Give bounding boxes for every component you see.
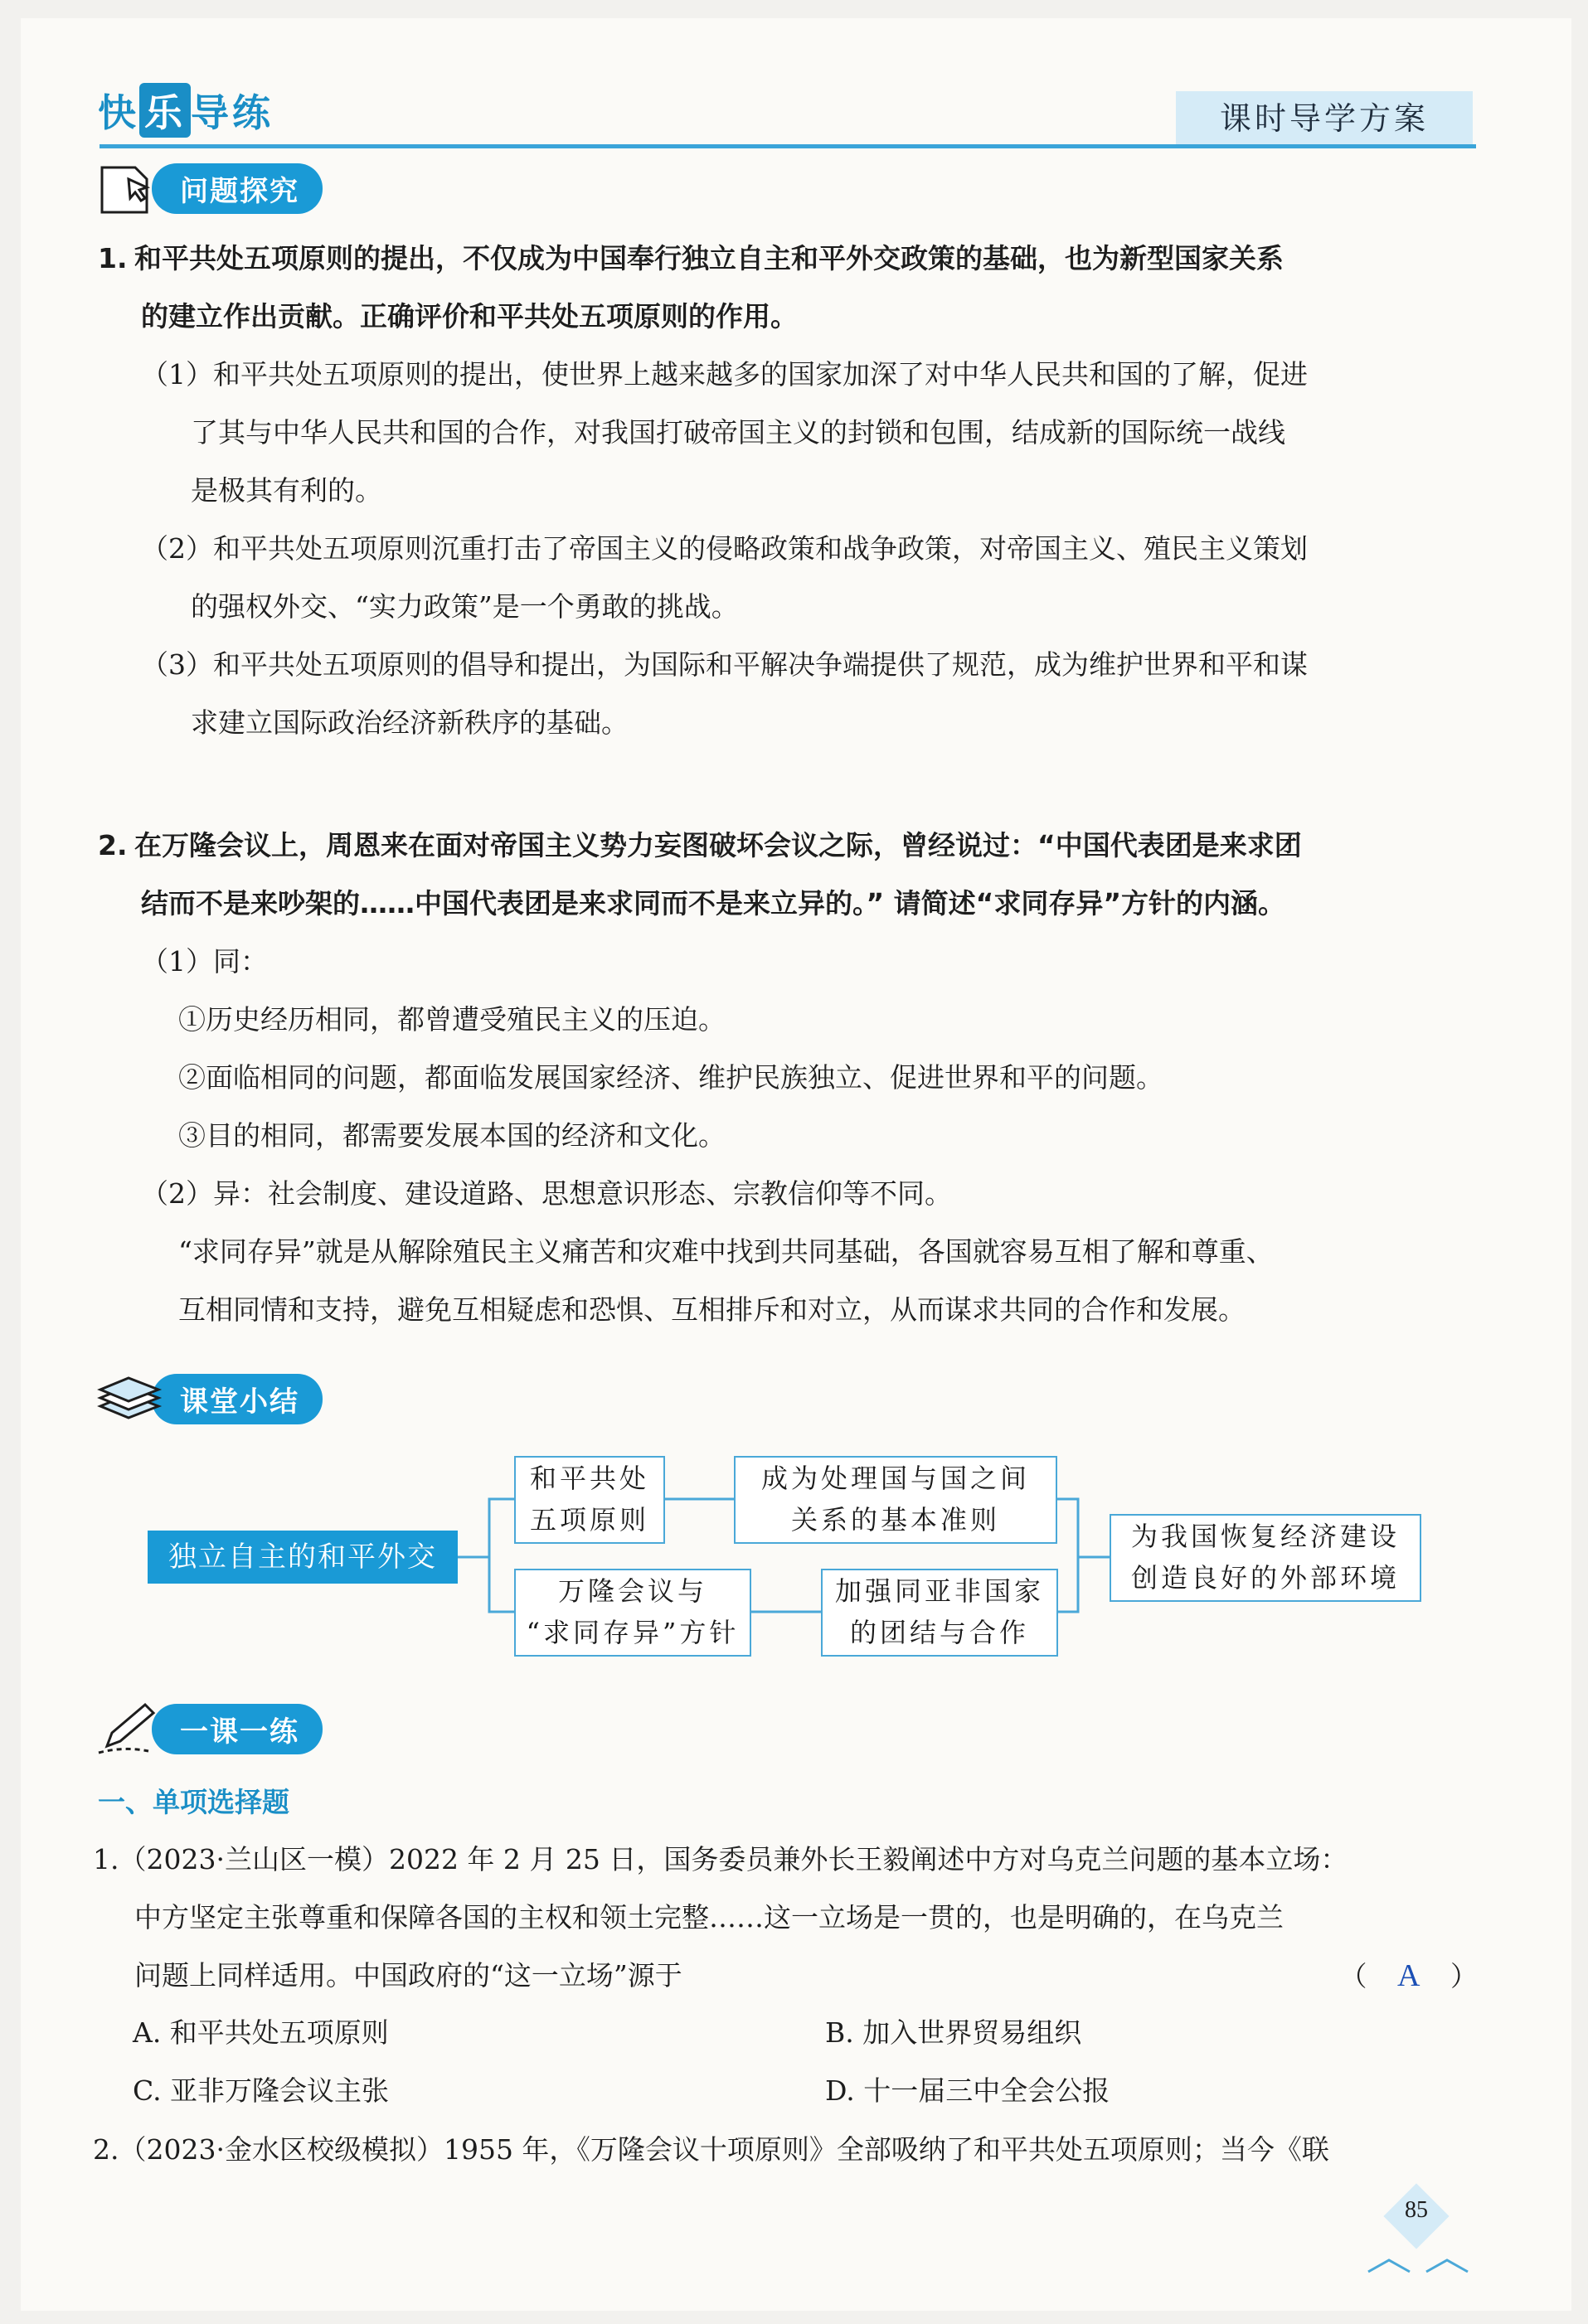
concept-node-environment <box>1110 1514 1421 1602</box>
pencil-icon <box>95 1700 163 1758</box>
section-banner-practice <box>95 1700 323 1758</box>
concept-node-basic-norms <box>734 1456 1057 1544</box>
part-label: 一、单项选择题 <box>98 1786 289 1818</box>
answer-line: （1）同： <box>141 945 268 978</box>
answer-line: 求建立国际政治经济新秩序的基础。 <box>191 706 629 739</box>
concept-node-five-principles <box>514 1456 665 1544</box>
answer-line: ③目的相同，都需要发展本国的经济和文化。 <box>178 1119 726 1152</box>
node-text: “求同存异”方针 <box>526 1617 740 1648</box>
option-a: A. 和平共处五项原则 <box>133 2016 389 2049</box>
concept-map-root: 独立自主的和平外交 <box>148 1531 458 1584</box>
option-d: D. 十一届三中全会公报 <box>825 2074 1110 2107</box>
option-c: C. 亚非万隆会议主张 <box>133 2074 390 2107</box>
answer-line: （3）和平共处五项原则的倡导和提出，为国际和平解决争端提供了规范，成为维护世界和平和谋 <box>141 648 1308 681</box>
question-text: 和平共处五项原则的提出，不仅成为中国奉行独立自主和平外交政策的基础，也为新型国家关系 <box>134 242 1284 274</box>
node-text: 关系的基本准则 <box>790 1504 1000 1536</box>
answer-line: （2）异：社会制度、建设道路、思想意识形态、宗教信仰等不同。 <box>141 1177 952 1210</box>
option-b: B. 加入世界贸易组织 <box>825 2016 1082 2049</box>
books-icon <box>95 1370 163 1428</box>
node-text: 和平共处 <box>529 1463 649 1494</box>
brand-char: 快 <box>98 90 139 135</box>
answer-line: （2）和平共处五项原则沉重打击了帝国主义的侵略政策和战争政策，对帝国主义、殖民主义策划 <box>141 532 1308 565</box>
node-text: 为我国恢复经济建设 <box>1130 1521 1400 1552</box>
chapter-tag: 课时导学方案 <box>1176 91 1473 146</box>
question-text: 在万隆会议上，周恩来在面对帝国主义势力妄图破坏会议之际，曾经说过：“中国代表团是来求团 <box>134 829 1302 861</box>
brand-box-char: 乐 <box>139 83 191 138</box>
cursor-document-icon <box>95 159 163 217</box>
answer-bracket <box>1340 1947 1478 2006</box>
question-number: 2. <box>98 829 128 861</box>
question-text: 的建立作出贡献。正确评价和平共处五项原则的作用。 <box>141 300 798 332</box>
node-text: 成为处理国与国之间 <box>760 1463 1030 1494</box>
section-title: 一课一练 <box>152 1704 323 1754</box>
answer-line: 是极其有利的。 <box>191 474 382 507</box>
node-text: 创造良好的外部环境 <box>1130 1562 1400 1594</box>
section-title: 课堂小结 <box>152 1374 323 1424</box>
answer-line: 了其与中华人民共和国的合作，对我国打破帝国主义的封锁和包围，结成新的国际统一战线 <box>191 416 1285 449</box>
concept-node-afro-asian <box>821 1569 1058 1657</box>
bracket-right: ） <box>1450 1960 1478 1992</box>
answer-line: ②面临相同的问题，都面临发展国家经济、维护民族独立、促进世界和平的问题。 <box>178 1061 1163 1094</box>
concept-node-bandung <box>514 1569 751 1657</box>
answer-line: （1）和平共处五项原则的提出，使世界上越来越多的国家加深了对中华人民共和国的了解，促进 <box>141 358 1308 391</box>
bracket-left: （ <box>1339 1960 1367 1992</box>
section-title: 问题探究 <box>152 163 323 214</box>
node-text: 加强同亚非国家 <box>834 1575 1044 1607</box>
brand-suffix: 导练 <box>191 90 274 135</box>
question-text: 结而不是来吵架的……中国代表团是来求同而不是来立异的。” 请简述“求同存异”方针的内涵。 <box>141 887 1286 919</box>
node-text: 万隆会议与 <box>557 1575 707 1607</box>
practice-question-2: 2.（2023·金水区校级模拟）1955 年，《万隆会议十项原则》全部吸纳了和平共处五项原则；当今《联 <box>93 2133 1329 2166</box>
answer-line: 互相同情和支持，避免互相疑虑和恐惧、互相排斥和对立，从而谋求共同的合作和发展。 <box>178 1293 1246 1326</box>
node-text: 的团结与合作 <box>849 1617 1029 1648</box>
question-number: 1. <box>98 242 128 274</box>
question-text: 问题上同样适用。中国政府的“这一立场”源于 <box>134 1959 682 1992</box>
practice-question-1 <box>93 1831 1478 2005</box>
question-text: 1.（2023·兰山区一模）2022 年 2 月 25 日，国务委员兼外长王毅阐述中方对乌克兰问题的基本立场： <box>93 1843 1348 1875</box>
question-text: 中方坚定主张尊重和保障各国的主权和领土完整……这一立场是一贯的，也是明确的，在乌克兰 <box>134 1901 1284 1933</box>
page-number: 85 <box>1405 2197 1428 2223</box>
answer-line: “求同存异”就是从解除殖民主义痛苦和灾难中找到共同基础，各国就容易互相了解和尊重、 <box>178 1235 1274 1268</box>
node-text: 五项原则 <box>529 1504 649 1536</box>
chevrons-decoration-icon <box>1360 2247 1476 2280</box>
answer-mark: A <box>1397 1958 1420 1993</box>
answer-line: 的强权外交、“实力政策”是一个勇敢的挑战。 <box>191 590 739 623</box>
answer-line: ①历史经历相同，都曾遭受殖民主义的压迫。 <box>178 1003 726 1036</box>
